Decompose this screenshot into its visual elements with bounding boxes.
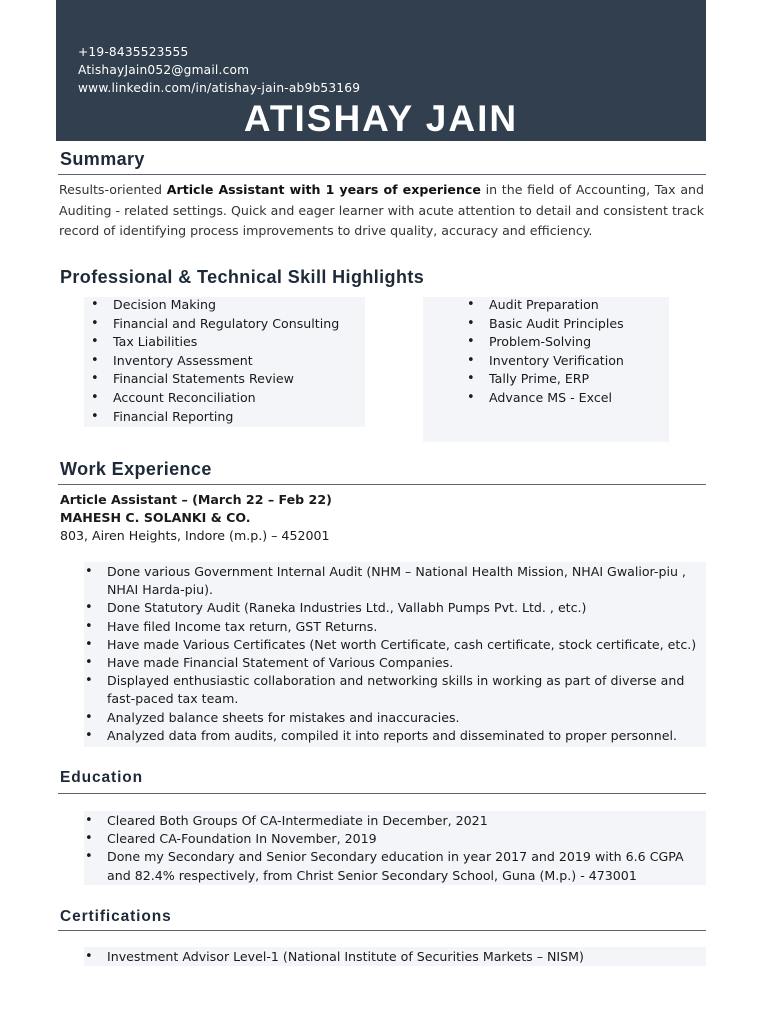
summary-heading: Summary bbox=[60, 149, 145, 169]
job-company: MAHESH C. SOLANKI & CO. bbox=[60, 510, 251, 525]
linkedin-url: www.linkedin.com/in/atishay-jain-ab9b53169 bbox=[78, 81, 361, 95]
work-bullet: • Have made Financial Statement of Various Companies. bbox=[107, 654, 707, 672]
summary-rest: in the field of Accounting, Tax and Auditing - related settings. Quick and eager learner with acute attention to detail and consistent track record of identifying process improvements to drive quality, accuracy and efficiency. bbox=[59, 182, 705, 239]
work-heading: Work Experience bbox=[60, 459, 212, 479]
summary-text bbox=[59, 180, 704, 242]
summary-divider bbox=[58, 174, 706, 175]
skill-item: • Problem-Solving bbox=[489, 333, 624, 352]
skill-item: • Inventory Assessment bbox=[113, 352, 339, 371]
certifications-divider bbox=[58, 930, 706, 931]
summary-lead: Results-oriented bbox=[59, 182, 167, 197]
skill-item: • Account Reconciliation bbox=[113, 389, 339, 408]
work-bullet: • Have made Various Certificates (Net worth Certificate, cash certificate, stock certificate, etc.) bbox=[107, 636, 707, 654]
work-bullets bbox=[107, 563, 707, 745]
skill-item: • Tally Prime, ERP bbox=[489, 370, 624, 389]
work-bullet: • Have filed Income tax return, GST Returns. bbox=[107, 618, 707, 636]
email-address: AtishayJain052@gmail.com bbox=[78, 63, 250, 77]
skill-item: • Advance MS - Excel bbox=[489, 389, 624, 408]
work-bullet: • Analyzed balance sheets for mistakes and inaccuracies. bbox=[107, 709, 707, 727]
skill-item: • Financial and Regulatory Consulting bbox=[113, 315, 339, 334]
candidate-name: ATISHAY JAIN bbox=[243, 98, 519, 139]
education-divider bbox=[58, 793, 706, 794]
skill-item: • Financial Statements Review bbox=[113, 370, 339, 389]
skill-item: • Inventory Verification bbox=[489, 352, 624, 371]
education-bullets bbox=[107, 812, 707, 885]
contact-info bbox=[78, 43, 360, 97]
work-bullet: • Done various Government Internal Audit (NHM – National Health Mission, NHAI Gwalior-piu , NHAI Harda-piu). bbox=[107, 563, 707, 599]
certifications-bullets bbox=[107, 948, 707, 966]
work-bullet: • Done Statutory Audit (Raneka Industries Ltd., Vallabh Pumps Pvt. Ltd. , etc.) bbox=[107, 599, 707, 617]
resume-header bbox=[56, 0, 706, 141]
skill-item: • Decision Making bbox=[113, 296, 339, 315]
skills-left-list bbox=[113, 296, 339, 426]
certification-bullet: • Investment Advisor Level-1 (National Institute of Securities Markets – NISM) bbox=[107, 948, 707, 966]
education-bullet: • Done my Secondary and Senior Secondary education in year 2017 and 2019 with 6.6 CGPA and 82.4% respectively, from Christ Senior Secondary School, Guna (M.p.) - 473001 bbox=[107, 848, 707, 884]
skills-heading: Professional & Technical Skill Highlights bbox=[60, 267, 425, 287]
skill-item: • Basic Audit Principles bbox=[489, 315, 624, 334]
summary-highlight: Article Assistant with 1 years of experience bbox=[166, 182, 481, 197]
certifications-heading: Certifications bbox=[60, 908, 172, 925]
skills-right-list bbox=[489, 296, 624, 408]
work-bullet: • Displayed enthusiastic collaboration and networking skills in working as part of diverse and fast-paced tax team. bbox=[107, 672, 707, 708]
skill-item: • Audit Preparation bbox=[489, 296, 624, 315]
skill-item: • Tax Liabilities bbox=[113, 333, 339, 352]
work-bullet: • Analyzed data from audits, compiled it into reports and disseminated to proper personnel. bbox=[107, 727, 707, 745]
job-role: Article Assistant – (March 22 – Feb 22) bbox=[60, 492, 332, 507]
education-bullet: • Cleared Both Groups Of CA-Intermediate in December, 2021 bbox=[107, 812, 707, 830]
work-divider bbox=[58, 484, 706, 485]
education-bullet: • Cleared CA-Foundation In November, 2019 bbox=[107, 830, 707, 848]
phone-number: +19-8435523555 bbox=[78, 45, 189, 59]
skill-item: • Financial Reporting bbox=[113, 408, 339, 427]
education-heading: Education bbox=[60, 769, 144, 786]
job-address: 803, Airen Heights, Indore (m.p.) – 452001 bbox=[60, 528, 330, 543]
